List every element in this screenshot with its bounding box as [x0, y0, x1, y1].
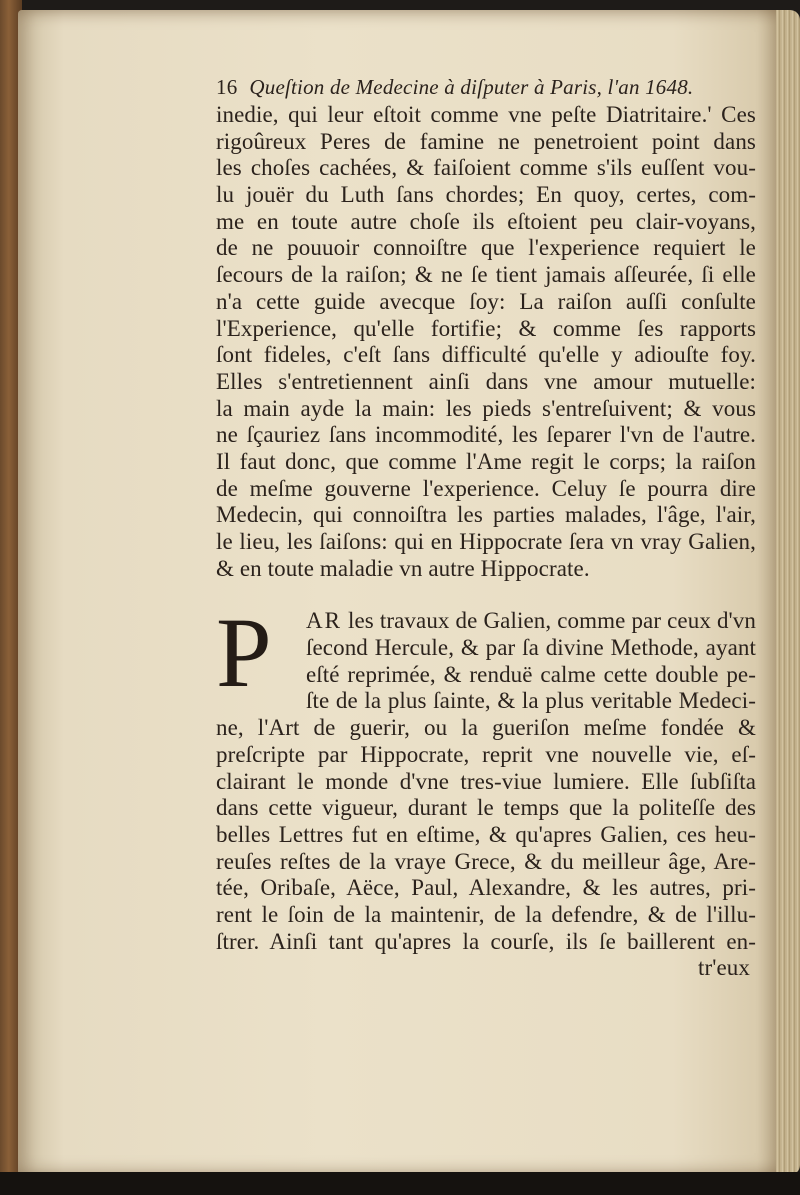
text-line: ſecond Hercule, & par ſa divine Methode, ayant [306, 635, 756, 661]
text-line: & en toute maladie vn autre Hippocrate. [216, 555, 590, 581]
text-line: ſtrer. Ainſi tant qu'apres la courſe, ils ſe baillerent en- [216, 928, 756, 954]
text-line: les choſes cachées, & faiſoient comme s'ils euſſent vou- [216, 155, 756, 181]
text-line: belles Lettres fut en eſtime, & qu'apres Galien, ces heu- [216, 821, 756, 847]
page-edges [776, 10, 800, 1175]
text-line: Il faut donc, que comme l'Ame regit le corps; la raiſon [216, 448, 756, 474]
text-line: Medecin, qui connoiſtra les parties malades, l'âge, l'air, [216, 502, 756, 528]
text-line: tée, Oribaſe, Aëce, Paul, Alexandre, & les autres, pri- [216, 875, 756, 901]
text-line: l'Experience, qu'elle fortifie; & comme ſes rapports [216, 315, 756, 341]
text-line-content: les travaux de Galien, comme par ceux d'vn [347, 608, 757, 634]
text-line: Elles s'entretiennent ainſi dans vne amour mutuelle: [216, 368, 756, 394]
text-line: eſté reprimée, & renduë calme cette double pe- [306, 661, 756, 687]
text-line: de meſme gouverne l'experience. Celuy ſe pourra dire [216, 475, 756, 501]
text-line: ſont fideles, c'eſt ſans difficulté qu'elle y adiouſte foy. [216, 342, 756, 368]
text-line: me en toute autre choſe ils eſtoient peu clair-voyans, [216, 208, 756, 234]
running-title: Queſtion de Medecine à diſputer à Paris, l'an 1648. [249, 75, 694, 99]
text-line: preſcripte par Hippocrate, reprit vne nouvelle vie, eſ- [216, 741, 756, 767]
text-line [306, 608, 756, 635]
text-line: ſte de la plus ſainte, & la plus veritable Medeci- [306, 688, 756, 714]
text-line: inedie, qui leur eſtoit comme vne peſte Diatritaire.' Ces [216, 102, 756, 127]
paragraph-2 [216, 597, 757, 982]
paragraph-1 [216, 102, 756, 582]
text-line: la main ayde la main: les pieds s'entreſuivent; & vous [216, 395, 756, 421]
text-line: ſecours de la raiſon; & ne ſe tient jamais aſſeurée, ſi elle [216, 262, 756, 288]
running-header [216, 72, 756, 102]
text-line: rigoûreux Peres de famine ne penetroient point dans [216, 128, 756, 154]
text-line: lu jouër du Luth ſans chordes; En quoy, certes, com- [216, 182, 756, 208]
text-line: clairant le monde d'vne tres-viue lumiere. Elle ſubſiſta [216, 768, 756, 794]
text-line: n'a cette guide avecque ſoy: La raiſon auſſi conſulte [216, 288, 756, 314]
page-number: 16 [216, 75, 238, 99]
text-line: reuſes reſtes de la vraye Grece, & du meilleur âge, Are- [216, 848, 756, 874]
first-word-rest: AR [306, 608, 342, 634]
text-line: dans cette vigueur, durant le temps que la politeſſe des [216, 795, 756, 821]
bottom-shadow [0, 1172, 800, 1195]
text-line: de ne pouuoir connoiſtre que l'experience requiert le [216, 235, 756, 261]
text-line: ne ſçauriez ſans incommodité, les ſeparer l'vn de l'autre. [216, 422, 756, 448]
text-line: ne, l'Art de guerir, ou la gueriſon meſme fondée & [216, 715, 756, 741]
drop-cap: P [216, 597, 272, 709]
text-line: le lieu, les ſaiſons: qui en Hippocrate ſera vn vray Galien, [216, 529, 756, 554]
text-line: rent le ſoin de la maintenir, de la defendre, & de l'illu- [216, 901, 756, 927]
page-text [216, 72, 756, 982]
catchword: tr'eux [697, 955, 750, 981]
